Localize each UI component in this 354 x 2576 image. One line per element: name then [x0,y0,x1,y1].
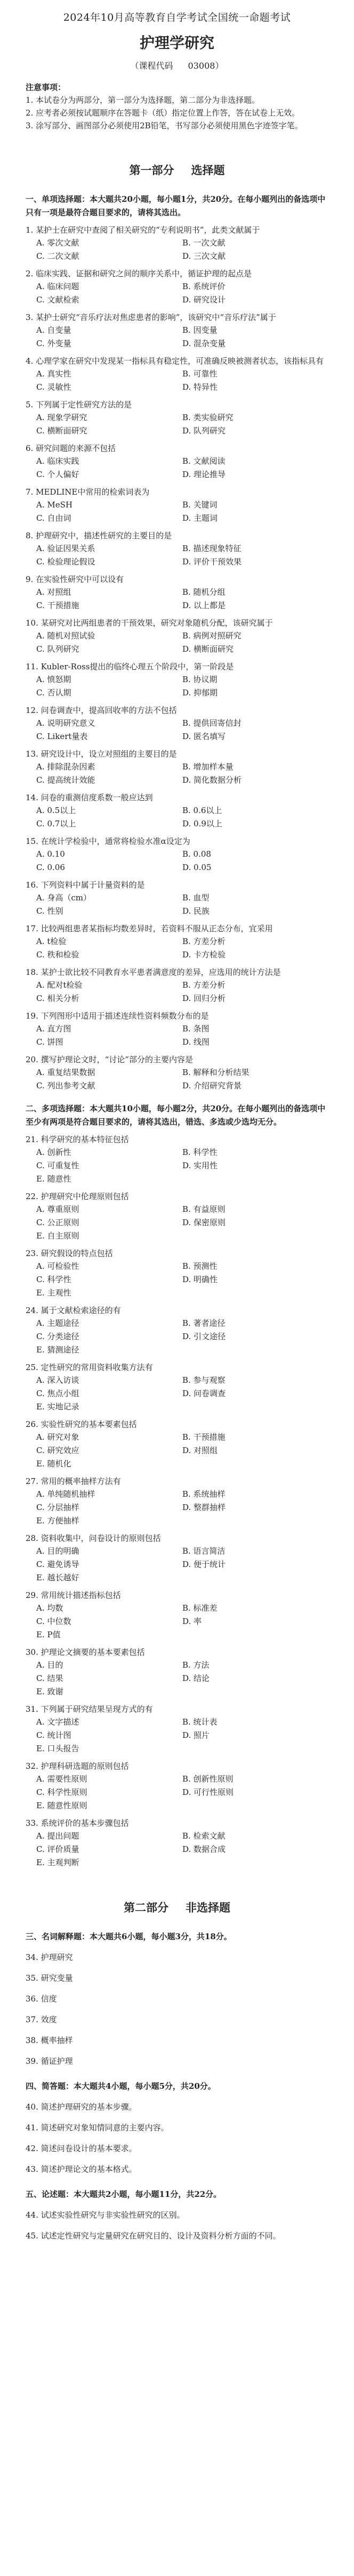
option: E. 随机化 [36,1459,71,1469]
option: B. 统计表 [182,1717,218,1727]
essay-question: 45. 试述定性研究与定量研究在研究目的、设计及资料分析方面的不同。 [26,2231,281,2241]
option: C. 分类途径 [36,1332,79,1341]
question-stem: 10. 某研究对比两组患者的干预效果，研究对象随机分配，该研究属于 [26,618,273,628]
question-stem: 25. 定性研究的常用资料收集方法有 [26,1363,153,1372]
question-stem: 20. 撰写护理论文时，“讨论”部分的主要内容是 [26,1055,193,1064]
question-stem: 32. 护理科研选题的原则包括 [26,1761,129,1771]
option: B. 可靠性 [182,369,218,379]
essay-question: 44. 试述实验性研究与非实验性研究的区别。 [26,2210,185,2220]
option: C. 分层抽样 [36,1503,79,1512]
question-stem: 6. 研究问题的来源不包括 [26,444,116,453]
option: A. 配对t检验 [36,980,83,990]
option: D. 评价干预效果 [182,557,242,567]
option: B. 系统评价 [182,282,226,291]
question-options [26,717,328,743]
option: D. 三次文献 [182,251,226,261]
option: A. 尊重原则 [36,1204,79,1214]
exam-title: 护理学研究 [139,34,214,52]
question-options [26,586,328,612]
option: B. 检索文献 [182,1831,226,1841]
option: A. 自变量 [36,325,71,335]
option: C. 可重复性 [36,1161,79,1170]
question-options [26,760,328,787]
option: E. 猜测途径 [36,1345,79,1355]
question-stem: 33. 系统评价的基本步骤包括 [26,1818,129,1828]
question-options [26,236,328,263]
question-stem: 14. 问卷的重测信度系数一般应达到 [26,793,153,802]
option: B. 科学性 [182,1147,218,1157]
option: A. 直方图 [36,1024,71,1033]
option: D. 研究设计 [182,295,226,305]
option: D. 数据合成 [182,1844,226,1854]
question-options [26,1203,328,1243]
question-options [26,411,328,438]
option: A. 对照组 [36,587,71,597]
option: C. 干预措施 [36,601,79,610]
option: E. 主观判断 [36,1858,79,1867]
option: A. 均数 [36,1603,63,1613]
option: C. Likert量表 [36,732,88,741]
option: C. 个人偏好 [36,470,79,479]
option: A. MeSH [36,500,73,510]
question-stem: 27. 常用的概率抽样方法有 [26,1476,121,1486]
option: B. 方法 [182,1660,210,1670]
option: D. 0.9以上 [182,819,222,828]
exam-header: 2024年10月高等教育自学考试全国统一命题考试 [63,12,291,23]
question-options [26,891,328,918]
option: E. 致谢 [36,1687,63,1696]
term-question: 37. 效度 [26,2015,57,2024]
option: C. 性别 [36,906,63,916]
option: D. 特异性 [182,382,218,392]
question-options [26,324,328,350]
option: B. 系统抽样 [182,1489,226,1499]
option: E. 随意性 [36,1174,71,1184]
option: D. 引文途径 [182,1332,226,1341]
option: C. 结果 [36,1673,63,1683]
option: C. 焦点小组 [36,1389,79,1398]
part-one-name: 选择题 [191,163,225,177]
option: D. 匿名填写 [182,732,226,741]
term-question: 35. 研究变量 [26,1973,73,1983]
option: B. 方差分析 [182,980,226,990]
option: A. 随机对照试验 [36,631,95,641]
question-stem: 21. 科学研究的基本特征包括 [26,1135,129,1144]
option: B. 文献阅读 [182,456,226,466]
option: D. 民族 [182,906,210,916]
question-stem: 1. 某护士在研究中查阅了相关研究的“专利说明书”，此类文献属于 [26,225,260,235]
question-options [26,1260,328,1300]
option: C. 统计图 [36,1730,71,1740]
short-answer-question: 43. 简述护理论文的基本格式。 [26,2164,137,2174]
question-options [26,455,328,481]
option: D. 便于统计 [182,1560,226,1569]
option: D. 0.05 [182,863,212,872]
option: A. 验证因果关系 [36,544,95,553]
option: D. 实用性 [182,1161,218,1170]
option: B. 条图 [182,1024,210,1033]
option: B. 关键词 [182,500,218,510]
part-one-heading [26,162,328,178]
question-stem: 11. Kubler-Ross提出的临终心理五个阶段中，第一阶段是 [26,662,234,671]
option: B. 方差分析 [182,937,226,946]
option: C. 检验理论假设 [36,557,95,567]
part-two-label: 第二部分 [124,1901,168,1914]
course-code [26,59,328,71]
option: A. 身高（cm） [36,893,91,903]
option: B. 参与观察 [182,1375,226,1385]
option: E. 方便抽样 [36,1516,79,1525]
option: A. 提出问题 [36,1831,79,1841]
option: A. 说明研究意义 [36,718,95,728]
short-answer-question: 41. 简述研究对象知情同意的主要内容。 [26,2123,169,2132]
question-stem: 15. 在统计学检验中，通常将检验水准α设定为 [26,836,190,846]
option: B. 因变量 [182,325,218,335]
option: B. 协议期 [182,675,218,684]
question-options [26,1317,328,1357]
option: A. 单纯随机抽样 [36,1489,95,1499]
option: C. 饼图 [36,1037,63,1047]
question-options [26,280,328,307]
option: B. 增加样本量 [182,762,234,772]
question-options [26,1374,328,1414]
option: C. 0.7以上 [36,819,76,828]
option: E. 实地记录 [36,1402,79,1412]
option: B. 血型 [182,893,210,903]
option: A. 主题途径 [36,1318,79,1328]
question-stem: 13. 研究设计中，设立对照组的主要目的是 [26,749,177,759]
option: C. 灵敏性 [36,382,71,392]
option: C. 队列研究 [36,644,79,654]
question-stem: 7. MEDLINE中常用的检索词表为 [26,487,150,497]
part-one-label: 第一部分 [129,163,174,177]
option: C. 科学性 [36,1275,71,1284]
option: D. 队列研究 [182,426,226,436]
option: B. 有益原则 [182,1204,226,1214]
option: C. 避免诱导 [36,1560,79,1569]
option: B. 随机分组 [182,587,226,597]
option: E. P值 [36,1630,61,1639]
option: A. 目的明确 [36,1546,79,1556]
option: A. 创新性 [36,1147,71,1157]
option: D. 抑郁期 [182,688,218,698]
question-stem: 5. 下列属于定性研究方法的是 [26,400,132,409]
option: E. 主观性 [36,1288,71,1298]
option: C. 横断面研究 [36,426,87,436]
part-two-heading [26,1899,328,1915]
question-options [26,673,328,700]
question-options [26,1488,328,1528]
term-question: 38. 概率抽样 [26,2036,73,2045]
notice [26,81,328,132]
question-options [26,935,328,962]
option: B. 病例对照研究 [182,631,242,641]
question-stem: 3. 某护士研究“音乐疗法对焦虑患者的影响”，该研究中“音乐疗法”属于 [26,313,276,322]
course-code-label: （课程代码 [130,61,173,71]
question-stem: 31. 下列属于研究结果呈现方式的有 [26,1704,153,1714]
option: D. 线图 [182,1037,210,1047]
term-question: 36. 信度 [26,1994,57,2004]
option: B. 著者途径 [182,1318,226,1328]
option: A. 研究对象 [36,1432,79,1442]
option: B. 0.6以上 [182,806,222,815]
option: C. 相关分析 [36,994,79,1003]
question-stem: 12. 问卷调查中，提高回收率的方法不包括 [26,705,177,715]
option: E. 越长越好 [36,1573,79,1582]
option: C. 0.06 [36,863,65,872]
option: B. 预测性 [182,1261,218,1271]
question-stem: 4. 心理学家在研究中发现某一指标具有稳定性，可准确反映被测者状态，该指标具有 [26,356,324,366]
option: C. 中位数 [36,1617,71,1626]
option: D. 照片 [182,1730,210,1740]
question-stem: 17. 比较两组患者某指标均数差异时，若资料不服从正态分布，宜采用 [26,924,273,933]
option: D. 回归分析 [182,994,226,1003]
section-heading: 四、简答题：本大题共4小题，每小题5分，共20分。 [26,2081,216,2091]
option: A. 零次文献 [36,238,79,248]
option: D. 整群抽样 [182,1503,226,1512]
option: A. 深入访谈 [36,1375,79,1385]
option: D. 明确性 [182,1275,218,1284]
question-stem: 23. 研究假设的特点包括 [26,1249,113,1258]
question-stem: 24. 属于文献检索途径的有 [26,1306,121,1315]
question-stem: 9. 在实验性研究中可以设有 [26,575,124,584]
option: A. 排除混杂因素 [36,762,95,772]
option: D. 以上都是 [182,601,226,610]
option: A. 真实性 [36,369,71,379]
question-options [26,542,328,569]
question-stem: 29. 常用统计描述指标包括 [26,1590,121,1600]
option: B. 类实验研究 [182,413,234,422]
question-stem: 30. 护理论文摘要的基本要素包括 [26,1647,145,1657]
question-options [26,1602,328,1642]
question-stem: 8. 护理研究中，描述性研究的主要目的是 [26,531,172,540]
option: C. 研究效应 [36,1446,79,1455]
question-options [26,848,328,874]
option: D. 简化数据分析 [182,775,242,785]
question-options [26,1716,328,1755]
question-options [26,1022,328,1049]
question-options [26,498,328,525]
option: D. 横断面研究 [182,644,234,654]
question-options [26,1659,328,1699]
short-answer-question: 42. 简述问卷设计的基本要求。 [26,2144,137,2153]
option: B. 标准差 [182,1603,218,1613]
option: D. 保密原则 [182,1218,226,1227]
option: C. 科学性原则 [36,1787,87,1797]
option: A. 可检验性 [36,1261,79,1271]
option: A. 愤怒期 [36,675,71,684]
option: B. 0.08 [182,849,211,859]
short-answer-question: 40. 简述护理研究的基本步骤。 [26,2102,137,2112]
option: A. 重复结果数据 [36,1068,95,1077]
option: A. 0.10 [36,849,65,859]
option: D. 问卷调查 [182,1389,226,1398]
option: D. 卡方检验 [182,950,226,959]
option: B. 语言简洁 [182,1546,226,1556]
notice-item: 2. 应考者必须按试题顺序在答题卡（纸）指定位置上作答，答在试卷上无效。 [26,108,300,118]
option: D. 主题词 [182,513,218,523]
course-code-value: 03008） [188,61,224,71]
question-stem: 18. 某护士欲比较不同教育水平患者满意度的差异，应选用的统计方法是 [26,967,281,977]
question-options [26,1773,328,1812]
question-options [26,367,328,394]
option: A. 目的 [36,1660,63,1670]
option: C. 自由词 [36,513,71,523]
option: B. 一次文献 [182,238,226,248]
question-options [26,1431,328,1471]
question-options [26,1146,328,1186]
option: E. 随意性原则 [36,1801,87,1810]
option: C. 秩和检验 [36,950,79,959]
notice-item: 3. 涂写部分、画图部分必须使用2B铅笔，书写部分必须使用黑色字迹签字笔。 [26,121,303,130]
option: C. 公正原则 [36,1218,79,1227]
option: A. t检验 [36,937,67,946]
option: C. 外变量 [36,339,71,348]
question-stem: 16. 下列资料中属于计量资料的是 [26,880,145,890]
option: B. 干预措施 [182,1432,226,1442]
option: D. 对照组 [182,1446,218,1455]
question-options [26,804,328,831]
option: C. 评价质量 [36,1844,79,1854]
term-question: 34. 护理研究 [26,1952,73,1962]
notice-heading: 注意事项： [26,83,66,92]
option: A. 文字描述 [36,1717,79,1727]
section-heading: 一、单项选择题：本大题共20小题，每小题1分，共20分。在每小题列出的备选项中只有一项是最符合题目要求的，请将其选出。 [26,194,326,217]
question-options [26,1066,328,1093]
question-stem: 2. 临床实践、证据和研究之间的顺序关系中，循证护理的起点是 [26,269,252,278]
option: B. 描述现象特征 [182,544,242,553]
question-stem: 26. 实验性研究的基本要素包括 [26,1420,137,1429]
option: A. 临床实践 [36,456,79,466]
option: A. 临床问题 [36,282,79,291]
section-heading: 二、多项选择题：本大题共10小题，每小题2分，共20分。在每小题列出的备选项中至少有两项是符合题目要求的，请将其选出，错选、多选或少选均无分。 [26,1104,326,1127]
question-stem: 19. 下列图形中适用于描述连续性资料频数分布的是 [26,1011,209,1021]
option: C. 二次文献 [36,251,79,261]
option: E. 自主原则 [36,1231,79,1241]
section-heading: 三、名词解释题：本大题共6小题，每小题3分，共18分。 [26,1932,232,1941]
option: D. 理论推导 [182,470,226,479]
question-options [26,979,328,1005]
question-stem: 28. 资料收集中，问卷设计的原则包括 [26,1533,161,1543]
option: C. 否认期 [36,688,71,698]
option: D. 结论 [182,1673,210,1683]
option: B. 创新性原则 [182,1774,234,1784]
option: B. 解释和分析结果 [182,1068,250,1077]
option: C. 列出参考文献 [36,1081,95,1090]
option: D. 混杂变量 [182,339,226,348]
option: A. 0.5以上 [36,806,76,815]
option: B. 提供回寄信封 [182,718,242,728]
notice-item: 1. 本试卷分为两部分，第一部分为选择题，第二部分为非选择题。 [26,95,260,105]
section-heading: 五、论述题：本大题共2小题，每小题11分，共22分。 [26,2189,222,2199]
option: C. 文献检索 [36,295,79,305]
option: D. 率 [182,1617,202,1626]
part-two-name: 非选择题 [186,1901,230,1914]
option: D. 介绍研究背景 [182,1081,242,1090]
question-options [26,1830,328,1869]
option: E. 口头报告 [36,1744,79,1753]
option: C. 提高统计效能 [36,775,95,785]
question-stem: 22. 护理研究中伦理原则包括 [26,1192,129,1201]
question-options [26,1545,328,1585]
option: A. 需要性原则 [36,1774,87,1784]
option: A. 现象学研究 [36,413,87,422]
term-question: 39. 循证护理 [26,2056,73,2066]
option: D. 可行性原则 [182,1787,234,1797]
question-options [26,629,328,656]
